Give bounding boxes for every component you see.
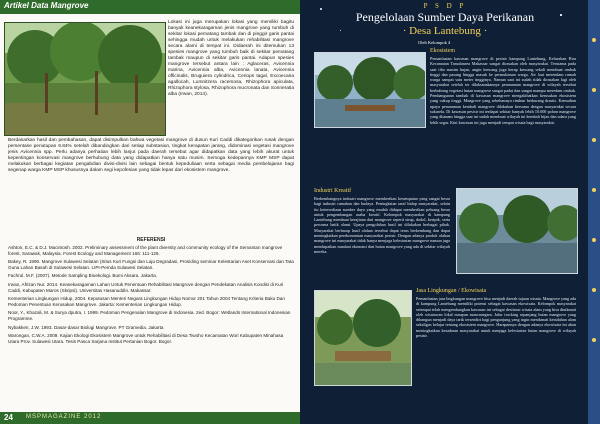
page-number: 24 [4, 413, 13, 422]
page-subtitle: · Desa Lantebung · [402, 25, 488, 37]
section-body: Pemanfaatan jasa lingkungan mangrove bisa menjadi daerah tujuan wisata. Mangrove yang ada di kampung Lantebung memiliki potensi sebagai kawasan ekowisata. Kelompok masyarakat setempat telah mengembangkan kawasan ini sebagai destinasi wisata alam yang bisa dinikmati oleh wisatawan lokal maupun mancanegara. Jalur tracking sepanjang hutan mangrove yang dibangun menjadi daya tarik tersendiri bagi pengunjung yang ingin menikmati keindahan alam sekaligus belajar tentang ekosistem mangrove. Harapannya dengan adanya ekowisata ini akan meningkatkan kesadaran masyarakat untuk menjaga kelestarian hutan mangrove di wilayah pesisir. [416, 296, 576, 339]
right-page-side-bar [588, 0, 600, 424]
reference-item: Kementerian Lingkungan Hidup, 2004. Keputusan Menteri Negara Lingkungan Hidup Nomor 201 Tahun 2004 Tentang Kriteria Baku Dan Pedoman Penentuan Kerusakan Mangrove. Jakarta: Kementerian Lingkungan Hidup. [8, 296, 285, 307]
intro-paragraph: Lokasi ini juga merupakan lokasi yang memiliki bagitu banyak keanekaragaman jenis mangrove yang tumbuh di sekitar lokasi pematang tambak dan di pinggir garis pantai sehingga mudah untuk melakukan rehabilitasi mangrove secara alami di tempat ini. Didaerah ini ditemukan 13 spesies mangrove yang tumbuh baik di sekitar pematang tambak maupun di sekitar garis pantai. Adapun spesies mangrove tersebut antara lain : Aglaceras, Avicennia marina, Avicennia alba, Avicennia lanata, Avicennia officinalis, Bruguiera cylindrica, Ceriops tagal, Excoecaria agallocah, Lumnitzera racemosa, Rhizophora apiculata, Rhizophora stylosa, Rhizophora mucronata dan Sonneratia alba (Irwan, 2014). [168, 20, 294, 97]
ekosistem-photo [314, 52, 426, 128]
psdp-label: P S D P [423, 2, 467, 10]
byline: Oleh Kelompok 4 [418, 40, 451, 45]
reference-item: Noor, Y., Khazali, M. & Surya dputra, I. 1999. Pedoman Pengenalan Mangrove di Indonesia. 2ed. Bogor: Wetlands International Indonesian Programme. [8, 310, 291, 321]
reference-item: Warongan, C.W.A. 2009. Kajian Ekologi Ekosistem Mangrove untuk Rehabilitasi di Desa Tiwoho Kecamatan Wori Kabupaten Minahasa Utara Prov. Sulawesi Utara. Tesis Pasca Sarjana Institut Pertanian Bogor. Bogor. [8, 333, 284, 344]
section-body: Pemanfaatan kawasan mangrove di pesisir kampung Lantebung, Kelurahan Bira Kecamatan Tamalanrea Makassar sangat dirasakan oleh masyarakat. Terutama pada saat tiba musim hujan, angin kencang juga kerap kencang sekali membuat ombak tinggi dan pasang hingga masuk ke permukiman warga. Air laut merendam rumah warga sampai satu meter tingginya. Namun saat ini sudah tidak dirasakan lagi oleh masyarakat setelah ter dilaksanakannya penanaman mangrove di wilayah tersebut berhubung vegetasi hutan mangrove sangat padat dan sangat mampu meredam ombak. Pembangunan tambak di kawasan mangrove mengakibatkan kerusakan ekosistem yang cukup tinggi. Mangrove yang sebelumnya rimbun berkurang drastis. Kemudian upaya penanaman kembali mangrove dilakukan bersama dengan masyarakat secara sukarela. Di kawasan pesisir ini terdapat sekitar banyak lebih 10.000 pohon mangrove yang ditanam hingga saat ini sudah membuat wilayah ini kembali hijau dan udara yang lebih segar. Kini kawasan ini juga menjadi tempat wisata bagi masyarakat. [430, 56, 576, 125]
industri-photo [456, 188, 578, 274]
reference-item: Fachrul, M.F. (2007). Metode Sampling Bioekologi. Bumi Aksara. Jakarta. [8, 273, 158, 279]
right-page [300, 0, 600, 424]
left-page-footer [0, 412, 300, 424]
section-body: Berkembangnya industri mangrove memberikan kesempatan yang sangat besar bagi industri rumahan dan budaya. Peningkatan taraf hidup masyarakat, selain itu ketersediaan sumber daya yang mudah didapat memberikan peluang besar untuk pengembangan usaha kreatif. Kelompok masyarakat di kampung Lantebung membuat kerajinan dari mangrove seperti sirup, dodol, keripik, serta pewarna batik alami. Upaya pengolahan hasil ini dilakukan berbagai pihak. Masyarakat berharap hasil olahan tersebut dapat terus berkembang dan dapat meningkatkan perekonomian masyarakat pesisir. Dengan adanya produk olahan mangrove ini masyarakat tidak hanya menjaga kelestarian mangrove namun juga mendapatkan manfaat ekonomi dari hutan mangrove yang ada di sekitar wilayah mereka. [314, 196, 450, 254]
references-title: REFERENSI [136, 237, 166, 243]
reference-item: Ashton, E.C. & D.J. Macintosh. 2002. Preliminary assessment of the plant diversity and community ecology of the Semantan mangrove forest, Sarawak, Malaysia. Forest Ecology and Management 166: 111-129. [8, 245, 283, 256]
ekowisata-photo [314, 290, 412, 386]
references-list [8, 245, 294, 347]
left-page-header [0, 0, 300, 14]
page-title: Pengelolaan Sumber Daya Perikanan [355, 10, 535, 24]
reference-item: Bakey, R. 1990. Mangrove Sulawesi Selatan (Situs Kuri Fungsi dan Laju Degradasi, Prosiding seminar Kelestarian Aset Konservasi dan Tata Guna Lahan Basah di Sulawesi Selatan. LIPI-Pemda Sulawesi Selatan. [8, 259, 294, 270]
section-heading: Ekosistem [430, 48, 455, 54]
section-tag: Artikel Data Mangrove [4, 1, 89, 10]
reference-item: Nybakken, J.W. 1993. Dasar-dasar Biologi Mangrove. PT Gramedia. Jakarta [8, 324, 164, 330]
magazine-name: MSPMAGAZINE 2012 [26, 414, 102, 420]
section-heading: Industri Kreatif [314, 188, 352, 194]
section-heading: Jasa Lingkungan / Ekowisata [416, 288, 487, 294]
conclusion-paragraph: Berdasarkan hasil dan pembahasan, dapat disimpulkan bahwa vegetasi mangrove di dusun Kuri Caddi dikategorikan rusak dengan persentase penutupan 9.84% setelah dibandingkan dari setiap substasiun, tingkat kerapatan jarang, didominasi vegetasi mangrove jenis Avicennia spp. Perlu adanya perhatian lebih lanjut pada daerah tersebut agar didapatkan data yang lebih akurat untuk kepentingan konservasi mangrove berhubung data yang didapatkan hanya satu musim. Semoga kedepannya KMP MSP dapat melakukan berbagai kegiatan pengabdian divisi-divisi lain sebagai bentuk kepeduliaan serta sebagai media pembelajaran bagi segenap warga KMP MSP khususnya dalam segi kepofesian yang tidak lepas dari ekosistem mangrove. [8, 138, 294, 173]
reference-item: Irwan, Afrizan Nur. 2014. Keanekaragaman Lahan Untuk Penentuan Rehabilitasi Mangrove dengan Pendekatan Analisis Kondisi di Kuri Caddi, Kabupaten Maros (Skripsi). Universitas Hasanuddin. Makassar. [8, 281, 284, 293]
mangrove-photo [4, 22, 166, 136]
